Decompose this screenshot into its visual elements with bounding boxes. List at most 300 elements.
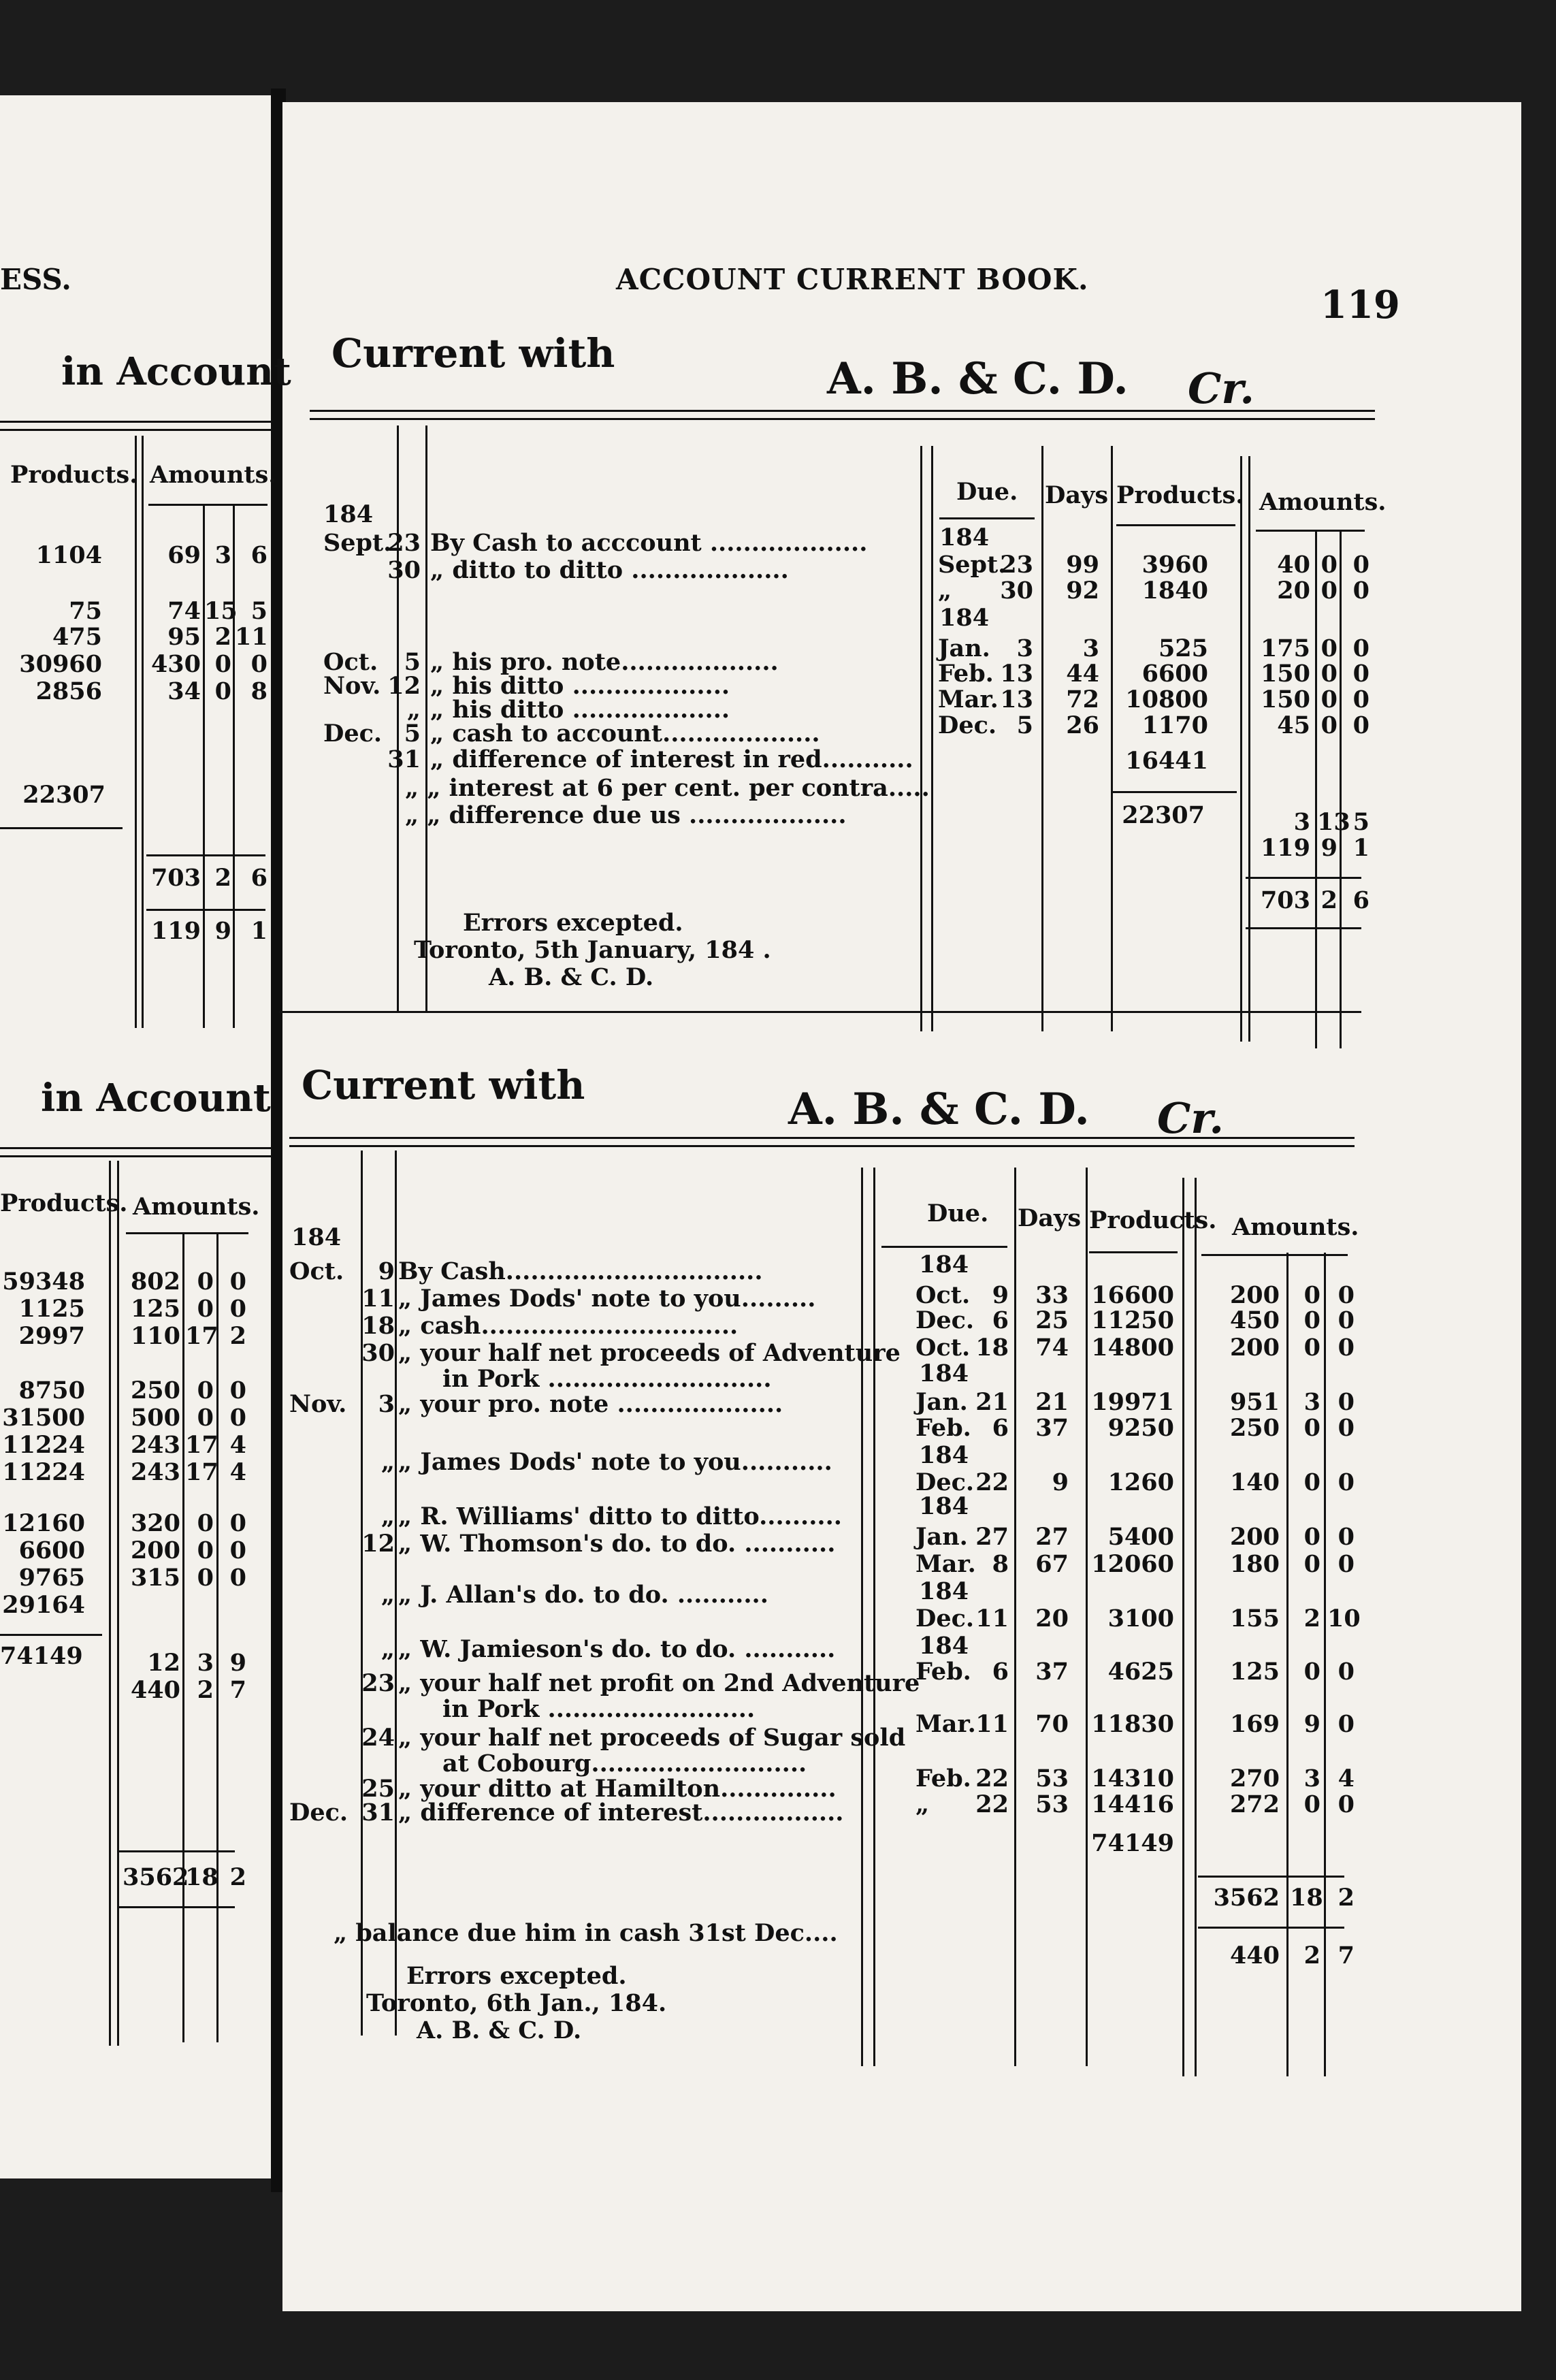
rule bbox=[1324, 1253, 1326, 2076]
amount-pounds: 250 bbox=[130, 1377, 180, 1404]
rule bbox=[289, 1137, 1355, 1139]
amount-shillings: 3 bbox=[1303, 1388, 1320, 1416]
amount-shillings: 2 bbox=[1303, 1605, 1320, 1633]
amount-pounds: 125 bbox=[130, 1295, 180, 1323]
amount-pounds: 500 bbox=[130, 1404, 180, 1432]
amount-pounds: 3562 bbox=[123, 1863, 189, 1891]
amount-shillings: 0 bbox=[1320, 634, 1338, 662]
entry-month: Oct. bbox=[289, 1257, 344, 1285]
entry-description: By Cash............................... bbox=[398, 1257, 763, 1285]
amount-pence: 0 bbox=[1338, 1388, 1355, 1416]
amount-pounds: 119 bbox=[150, 917, 201, 945]
days-value: 33 bbox=[1035, 1281, 1069, 1309]
due-day: 3 bbox=[1016, 634, 1033, 662]
products-value: 29164 bbox=[2, 1591, 85, 1619]
amount-pence: 2 bbox=[229, 1863, 246, 1891]
total-products: 22307 bbox=[1122, 801, 1205, 829]
amount-pounds: 315 bbox=[130, 1564, 180, 1592]
entry-description: „ J. Allan's do. to do. ........... bbox=[398, 1581, 768, 1609]
amount-pounds: 200 bbox=[1229, 1523, 1280, 1551]
interest-line: „ „ interest at 6 per cent. per contra..... bbox=[405, 774, 930, 802]
rule bbox=[1182, 1178, 1184, 2076]
entry-description: „ your half net proceeds of Sugar sold bbox=[398, 1724, 906, 1752]
products-value: 9765 bbox=[18, 1564, 85, 1592]
products-value: 11250 bbox=[1091, 1306, 1174, 1334]
amount-pounds: 140 bbox=[1229, 1468, 1280, 1496]
due-day: 13 bbox=[1000, 686, 1033, 713]
amount-pounds: 243 bbox=[130, 1431, 180, 1459]
due-year-label: 184 bbox=[919, 1251, 969, 1279]
entry-day: 25 bbox=[361, 1775, 395, 1803]
col-due-label: Due. bbox=[927, 1200, 989, 1227]
products-value: 14800 bbox=[1091, 1334, 1174, 1362]
rule bbox=[1248, 456, 1250, 1042]
amount-shillings: 0 bbox=[1320, 686, 1338, 713]
top-account-party: A. B. & C. D. bbox=[827, 353, 1129, 404]
amount-pounds: 69 bbox=[167, 541, 201, 569]
entry-description-cont: at Cobourg.......................... bbox=[442, 1750, 807, 1778]
due-month: Dec. bbox=[938, 711, 997, 739]
days-value: 53 bbox=[1035, 1790, 1069, 1818]
amount-pence: 0 bbox=[250, 650, 268, 678]
amount-shillings: 0 bbox=[1303, 1790, 1320, 1818]
top-account-heading: Current with bbox=[331, 330, 615, 376]
rule bbox=[0, 1155, 272, 1157]
entry-day: 30 bbox=[387, 556, 421, 584]
amount-shillings: 3 bbox=[197, 1649, 214, 1677]
rule bbox=[216, 1232, 218, 2042]
amount-pounds: 3562 bbox=[1213, 1884, 1280, 1912]
rule bbox=[135, 436, 137, 1028]
due-day: 22 bbox=[975, 1468, 1009, 1496]
amount-shillings: 0 bbox=[197, 1537, 214, 1564]
col-amounts-label: Amounts. bbox=[133, 1193, 260, 1221]
col-products-label: Products. bbox=[10, 461, 138, 489]
amount-pounds: 110 bbox=[130, 1322, 180, 1350]
entry-description: „ your pro. note .................... bbox=[398, 1390, 783, 1418]
due-day: 30 bbox=[1000, 577, 1033, 605]
amount-pounds: 125 bbox=[1229, 1658, 1280, 1686]
amount-pence: 0 bbox=[1352, 711, 1369, 739]
amount-shillings: 0 bbox=[1303, 1414, 1320, 1442]
amount-shillings: 3 bbox=[214, 541, 231, 569]
amount-pence: 0 bbox=[1352, 686, 1369, 713]
products-value: 19971 bbox=[1091, 1388, 1174, 1416]
entry-description: By Cash to acccount ................... bbox=[430, 529, 868, 557]
amount-shillings: 3 bbox=[1303, 1765, 1320, 1792]
entry-day: „ bbox=[380, 1581, 395, 1609]
col-products-label: Products. bbox=[1116, 481, 1244, 509]
amount-shillings: 0 bbox=[1303, 1306, 1320, 1334]
col-amounts-label: Amounts. bbox=[150, 461, 277, 489]
rule bbox=[146, 909, 265, 911]
amount-pence: 5 bbox=[1352, 808, 1369, 836]
entry-day: 5 bbox=[404, 648, 421, 676]
rule bbox=[146, 854, 265, 856]
entry-description: „ James Dods' note to you........... bbox=[398, 1448, 832, 1476]
rule bbox=[861, 1168, 863, 2066]
entry-day: 23 bbox=[387, 529, 421, 557]
rule bbox=[1198, 1876, 1344, 1878]
left-top-heading: in Account bbox=[61, 349, 291, 394]
products-value: 1260 bbox=[1107, 1468, 1174, 1496]
days-value: 21 bbox=[1035, 1388, 1069, 1416]
amount-shillings: 0 bbox=[1303, 1334, 1320, 1362]
products-value: 2997 bbox=[18, 1322, 85, 1350]
amount-shillings: 18 bbox=[185, 1863, 218, 1891]
entry-day: „ bbox=[406, 696, 421, 724]
place-date: Toronto, 6th Jan., 184. bbox=[366, 1989, 667, 2017]
products-value: 59348 bbox=[2, 1268, 85, 1296]
amount-pounds: 34 bbox=[167, 677, 201, 705]
rule bbox=[0, 827, 123, 829]
entry-day: 11 bbox=[361, 1285, 395, 1313]
header-left-fragment: ESS. bbox=[0, 263, 71, 296]
amount-shillings: 0 bbox=[1303, 1281, 1320, 1309]
products-value: 525 bbox=[1158, 634, 1208, 662]
amount-pence: 6 bbox=[1352, 886, 1369, 914]
amount-pounds: 119 bbox=[1260, 834, 1310, 862]
col-days-label: Days bbox=[1045, 481, 1109, 509]
amount-shillings: 0 bbox=[1303, 1468, 1320, 1496]
rule bbox=[1111, 791, 1237, 793]
rule bbox=[119, 1906, 235, 1908]
entry-day: 31 bbox=[387, 745, 421, 773]
products-value: 5400 bbox=[1107, 1523, 1174, 1551]
amount-shillings: 0 bbox=[197, 1509, 214, 1537]
days-value: 37 bbox=[1035, 1658, 1069, 1686]
rule bbox=[119, 1850, 235, 1852]
rule bbox=[1089, 1251, 1178, 1253]
days-value: 72 bbox=[1066, 686, 1099, 713]
top-account-cr: Cr. bbox=[1188, 364, 1254, 413]
products-value: 12160 bbox=[2, 1509, 85, 1537]
errors-excepted: Errors excepted. bbox=[406, 1962, 627, 1990]
entry-day: 30 bbox=[361, 1339, 395, 1367]
entry-description: „ cash to account................... bbox=[430, 720, 820, 747]
amount-pence: 0 bbox=[1338, 1523, 1355, 1551]
amount-pounds: 440 bbox=[130, 1676, 180, 1704]
total-products: 22307 bbox=[22, 781, 106, 809]
due-day: 22 bbox=[975, 1765, 1009, 1792]
products-value: 16600 bbox=[1091, 1281, 1174, 1309]
due-year-label: 184 bbox=[919, 1492, 969, 1520]
products-value: 1840 bbox=[1141, 577, 1208, 605]
due-day: 18 bbox=[975, 1334, 1009, 1362]
amount-pounds: 40 bbox=[1277, 551, 1310, 579]
rule bbox=[126, 1232, 248, 1234]
signature: A. B. & C. D. bbox=[417, 2016, 582, 2044]
products-value: 30960 bbox=[19, 650, 102, 678]
due-month: Feb. bbox=[915, 1765, 971, 1792]
balance-line: „ balance due him in cash 31st Dec.... bbox=[334, 1919, 838, 1947]
due-month: Oct. bbox=[915, 1334, 971, 1362]
rule bbox=[203, 504, 205, 1028]
amount-pence: 0 bbox=[1338, 1306, 1355, 1334]
amount-pounds: 200 bbox=[1229, 1281, 1280, 1309]
rule bbox=[148, 504, 268, 506]
rule bbox=[310, 410, 1375, 412]
products-value: 11224 bbox=[2, 1458, 85, 1486]
due-month: Jan. bbox=[915, 1523, 968, 1551]
col-amounts-label: Amounts. bbox=[1259, 488, 1387, 516]
amount-pounds: 95 bbox=[167, 623, 201, 651]
amount-pounds: 150 bbox=[1260, 686, 1310, 713]
due-year-label: 184 bbox=[919, 1577, 969, 1605]
amount-pounds: 272 bbox=[1229, 1790, 1280, 1818]
rule bbox=[0, 1634, 102, 1636]
products-value: 9250 bbox=[1107, 1414, 1174, 1442]
entry-day: 18 bbox=[361, 1312, 395, 1340]
rule bbox=[0, 1147, 272, 1149]
col-due-label: Due. bbox=[956, 478, 1018, 506]
entry-month: Sept. bbox=[323, 529, 392, 557]
amount-pence: 0 bbox=[1352, 551, 1369, 579]
amount-pounds: 200 bbox=[1229, 1334, 1280, 1362]
rule bbox=[395, 1151, 397, 2036]
amount-pounds: 320 bbox=[130, 1509, 180, 1537]
rule bbox=[1116, 524, 1235, 526]
due-year-label: 184 bbox=[919, 1360, 969, 1387]
due-month: Jan. bbox=[915, 1388, 968, 1416]
amount-pence: 6 bbox=[250, 864, 268, 892]
rule bbox=[289, 1145, 1355, 1147]
products-value: 2856 bbox=[35, 677, 102, 705]
amount-pence: 0 bbox=[229, 1377, 246, 1404]
amount-pounds: 440 bbox=[1229, 1942, 1280, 1969]
days-value: 27 bbox=[1035, 1523, 1069, 1551]
entry-month: Dec. bbox=[289, 1799, 349, 1827]
rule bbox=[873, 1168, 875, 2066]
products-value: 11224 bbox=[2, 1431, 85, 1459]
due-year-label: 184 bbox=[939, 604, 990, 632]
due-day: 5 bbox=[1016, 711, 1033, 739]
amount-pence: 6 bbox=[250, 541, 268, 569]
days-value: 37 bbox=[1035, 1414, 1069, 1442]
entry-description: „ cash............................... bbox=[398, 1312, 739, 1340]
due-day: 11 bbox=[975, 1605, 1009, 1633]
amount-pence: 10 bbox=[1327, 1605, 1361, 1633]
entry-day: „ bbox=[380, 1635, 395, 1663]
amount-shillings: 0 bbox=[1320, 577, 1338, 605]
amount-pence: 7 bbox=[229, 1676, 246, 1704]
due-day: 22 bbox=[975, 1790, 1009, 1818]
amount-pence: 0 bbox=[1352, 634, 1369, 662]
amount-pounds: 175 bbox=[1260, 634, 1310, 662]
amount-pence: 0 bbox=[1338, 1550, 1355, 1578]
entry-day: „ bbox=[380, 1448, 395, 1476]
due-month: Mar. bbox=[915, 1550, 976, 1578]
products-value: 3960 bbox=[1141, 551, 1208, 579]
amount-pence: 0 bbox=[1338, 1468, 1355, 1496]
entry-description: „ R. Williams' ditto to ditto.......... bbox=[398, 1502, 842, 1530]
entry-day: 9 bbox=[378, 1257, 395, 1285]
bottom-account-cr: Cr. bbox=[1157, 1093, 1224, 1143]
rule bbox=[279, 1011, 1361, 1013]
amount-shillings: 2 bbox=[214, 623, 231, 651]
amount-shillings: 2 bbox=[1320, 886, 1338, 914]
days-value: 25 bbox=[1035, 1306, 1069, 1334]
days-value: 99 bbox=[1066, 551, 1099, 579]
amount-pence: 0 bbox=[229, 1537, 246, 1564]
rule bbox=[0, 429, 272, 431]
amount-pence: 0 bbox=[229, 1295, 246, 1323]
products-value: 1170 bbox=[1141, 711, 1208, 739]
entry-day: 12 bbox=[387, 672, 421, 700]
due-month: Mar. bbox=[938, 686, 999, 713]
amount-pence: 2 bbox=[229, 1322, 246, 1350]
amount-pence: 0 bbox=[1338, 1334, 1355, 1362]
amount-pence: 0 bbox=[229, 1564, 246, 1592]
due-day: 27 bbox=[975, 1523, 1009, 1551]
amount-pounds: 200 bbox=[130, 1537, 180, 1564]
products-value: 10800 bbox=[1125, 686, 1208, 713]
col-amounts-label: Amounts. bbox=[1232, 1213, 1359, 1241]
products-value: 14416 bbox=[1091, 1790, 1174, 1818]
days-value: 74 bbox=[1035, 1334, 1069, 1362]
amount-pounds: 703 bbox=[150, 864, 201, 892]
page-number: 119 bbox=[1320, 283, 1400, 327]
products-value: 74149 bbox=[1091, 1829, 1174, 1857]
amount-pence: 11 bbox=[235, 623, 268, 651]
products-value: 31500 bbox=[2, 1404, 85, 1432]
amount-shillings: 0 bbox=[1303, 1523, 1320, 1551]
amount-pence: 9 bbox=[229, 1649, 246, 1677]
amount-pence: 0 bbox=[1352, 660, 1369, 688]
amount-pence: 0 bbox=[229, 1268, 246, 1296]
due-day: 6 bbox=[992, 1306, 1009, 1334]
amount-pence: 5 bbox=[250, 597, 268, 625]
amount-shillings: 17 bbox=[185, 1322, 218, 1350]
amount-shillings: 0 bbox=[197, 1377, 214, 1404]
due-day: 23 bbox=[1000, 551, 1033, 579]
entry-description: „ his ditto ................... bbox=[430, 672, 730, 700]
amount-pence: 0 bbox=[1338, 1414, 1355, 1442]
amount-pounds: 270 bbox=[1229, 1765, 1280, 1792]
due-year-label: 184 bbox=[939, 524, 990, 551]
amount-shillings: 0 bbox=[197, 1295, 214, 1323]
amount-pence: 0 bbox=[229, 1404, 246, 1432]
due-month: Feb. bbox=[915, 1658, 971, 1686]
days-value: 70 bbox=[1035, 1710, 1069, 1738]
entry-description: „ difference of interest................. bbox=[398, 1799, 844, 1827]
rule bbox=[920, 446, 922, 1031]
amount-pounds: 951 bbox=[1229, 1388, 1280, 1416]
entry-description: „ James Dods' note to you......... bbox=[398, 1285, 816, 1313]
amount-pounds: 703 bbox=[1260, 886, 1310, 914]
rule bbox=[117, 1161, 119, 2046]
products-value: 14310 bbox=[1091, 1765, 1174, 1792]
due-day: 21 bbox=[975, 1388, 1009, 1416]
amount-shillings: 0 bbox=[197, 1564, 214, 1592]
amount-pounds: 20 bbox=[1277, 577, 1310, 605]
products-value: 6600 bbox=[1141, 660, 1208, 688]
amount-shillings: 2 bbox=[1303, 1942, 1320, 1969]
entry-day: 12 bbox=[361, 1530, 395, 1558]
amount-pence: 0 bbox=[1338, 1658, 1355, 1686]
entry-month: Oct. bbox=[323, 648, 378, 676]
due-year-label: 184 bbox=[919, 1441, 969, 1469]
amount-shillings: 9 bbox=[1303, 1710, 1320, 1738]
left-bottom-heading: in Account bbox=[41, 1076, 271, 1121]
due-day: 6 bbox=[992, 1658, 1009, 1686]
rule bbox=[182, 1232, 184, 2042]
amount-pence: 0 bbox=[1338, 1790, 1355, 1818]
amount-pence: 4 bbox=[1338, 1765, 1355, 1792]
amount-pounds: 150 bbox=[1260, 660, 1310, 688]
entry-day: 24 bbox=[361, 1724, 395, 1752]
amount-pence: 1 bbox=[1352, 834, 1369, 862]
rule bbox=[1246, 927, 1361, 929]
amount-shillings: 18 bbox=[1290, 1884, 1323, 1912]
amount-pounds: 243 bbox=[130, 1458, 180, 1486]
amount-pence: 4 bbox=[229, 1431, 246, 1459]
total-products: 74149 bbox=[0, 1642, 83, 1670]
amount-pounds: 3 bbox=[1293, 808, 1310, 836]
rule bbox=[1340, 531, 1342, 1048]
amount-pounds: 169 bbox=[1229, 1710, 1280, 1738]
amount-pounds: 74 bbox=[167, 597, 201, 625]
days-value: 92 bbox=[1066, 577, 1099, 605]
due-month: Dec. bbox=[915, 1306, 975, 1334]
due-year-label: 184 bbox=[919, 1632, 969, 1660]
amount-shillings: 9 bbox=[214, 917, 231, 945]
amount-shillings: 0 bbox=[1320, 711, 1338, 739]
rule bbox=[1195, 1178, 1197, 2076]
days-value: 20 bbox=[1035, 1605, 1069, 1633]
entry-description: „ W. Thomson's do. to do. ........... bbox=[398, 1530, 836, 1558]
bottom-account-party: A. B. & C. D. bbox=[788, 1084, 1090, 1135]
rule bbox=[1086, 1168, 1088, 2066]
entry-description-cont: in Pork ........................... bbox=[442, 1365, 772, 1393]
due-month: Feb. bbox=[938, 660, 994, 688]
rule bbox=[1246, 877, 1361, 879]
entry-day: 23 bbox=[361, 1669, 395, 1697]
year-label: 184 bbox=[323, 500, 374, 528]
entry-description: „ difference of interest in red........... bbox=[430, 745, 913, 773]
rule bbox=[1315, 531, 1317, 1048]
rule bbox=[939, 517, 1035, 519]
due-day: 6 bbox=[992, 1414, 1009, 1442]
amount-pence: 2 bbox=[1338, 1884, 1355, 1912]
amount-pounds: 155 bbox=[1229, 1605, 1280, 1633]
amount-pounds: 12 bbox=[147, 1649, 180, 1677]
products-value: 4625 bbox=[1107, 1658, 1174, 1686]
rule bbox=[1111, 446, 1113, 1031]
products-value: 12060 bbox=[1091, 1550, 1174, 1578]
entry-month: Nov. bbox=[289, 1390, 347, 1418]
rule bbox=[931, 446, 933, 1031]
amount-pence: 4 bbox=[229, 1458, 246, 1486]
amount-shillings: 2 bbox=[197, 1676, 214, 1704]
amount-shillings: 0 bbox=[214, 677, 231, 705]
col-products-label: Products. bbox=[1089, 1206, 1217, 1234]
amount-shillings: 0 bbox=[214, 650, 231, 678]
days-value: 67 bbox=[1035, 1550, 1069, 1578]
amount-shillings: 17 bbox=[185, 1458, 218, 1486]
amount-pounds: 250 bbox=[1229, 1414, 1280, 1442]
entry-description-cont: in Pork ......................... bbox=[442, 1695, 756, 1723]
due-month: Sept. bbox=[938, 551, 1007, 579]
products-value: 16441 bbox=[1125, 747, 1208, 775]
entry-description: „ your half net proceeds of Adventure bbox=[398, 1339, 901, 1367]
due-day: 9 bbox=[992, 1281, 1009, 1309]
due-month: Dec. bbox=[915, 1468, 975, 1496]
signature: A. B. & C. D. bbox=[489, 963, 654, 991]
amount-shillings: 2 bbox=[214, 864, 231, 892]
difference-line: „ „ difference due us ................... bbox=[405, 801, 847, 829]
due-month: „ bbox=[915, 1790, 930, 1818]
